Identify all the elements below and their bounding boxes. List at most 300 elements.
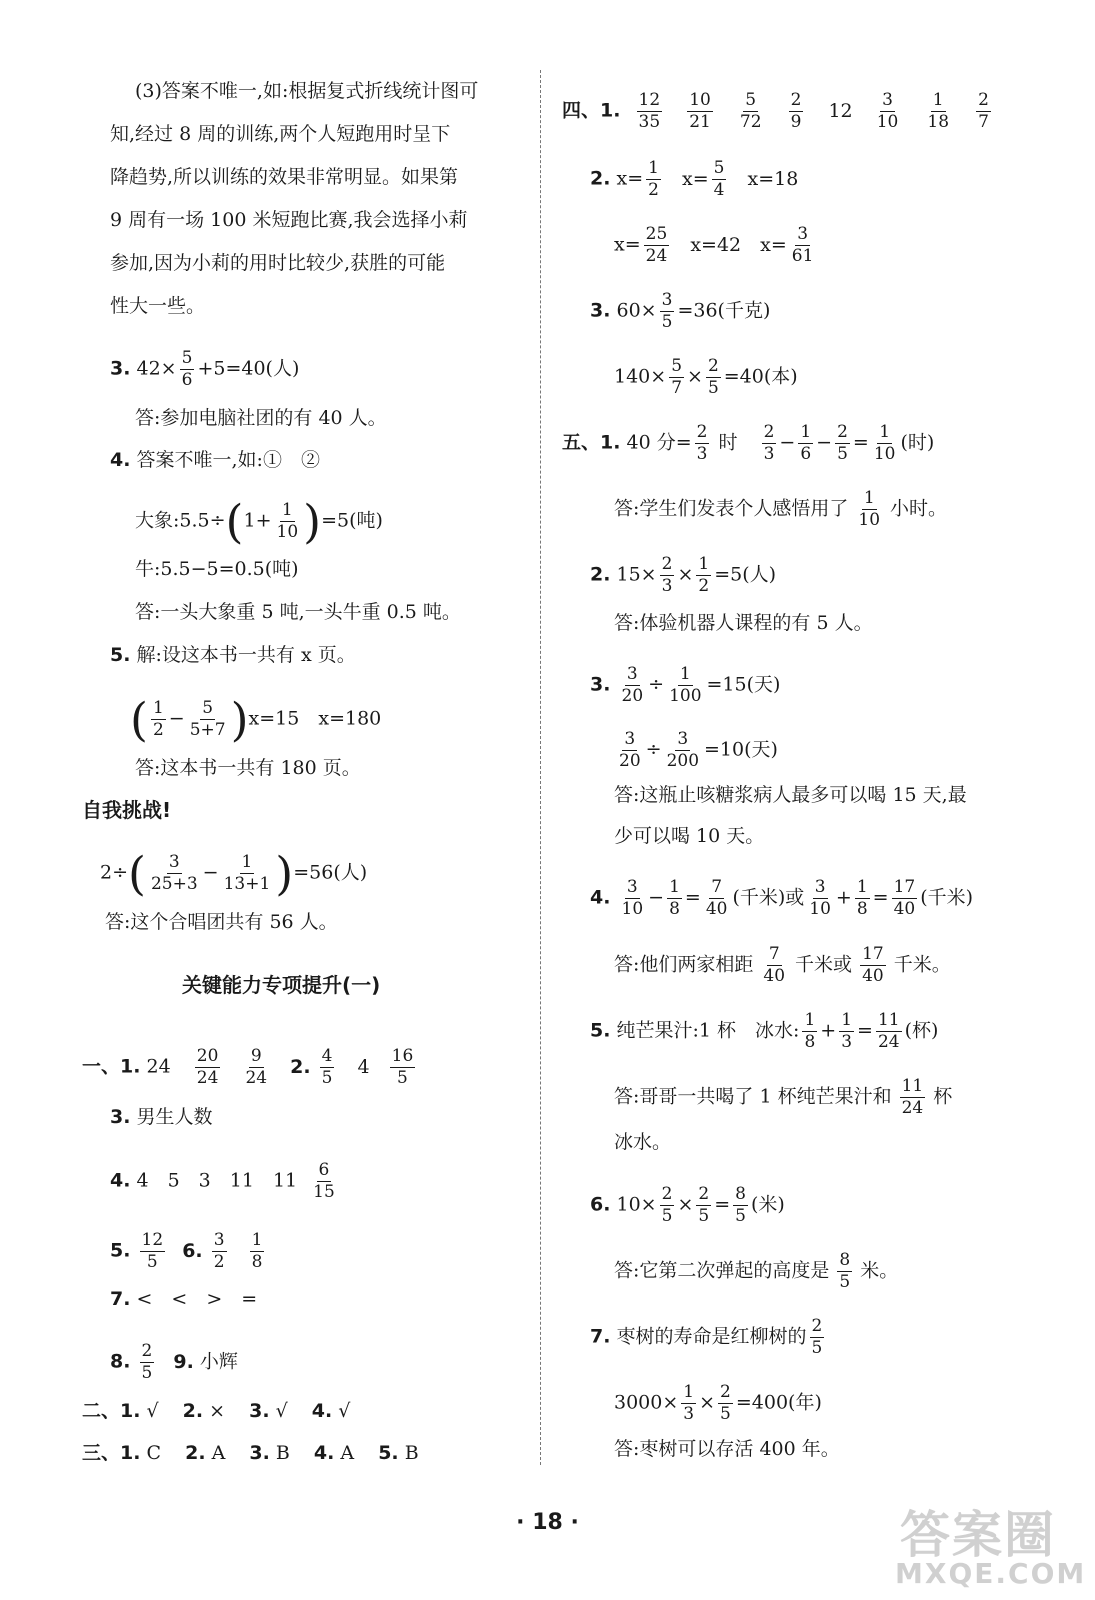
text: + <box>820 1019 837 1042</box>
item-number: 2. <box>182 1400 204 1422</box>
fraction <box>872 422 898 465</box>
text: =10(天) <box>704 738 778 761</box>
fraction <box>802 1010 817 1053</box>
fraction <box>222 852 273 895</box>
numerator: 2 <box>661 1184 673 1204</box>
fraction <box>667 664 703 707</box>
text: 12 <box>828 99 853 122</box>
text: 纯芒果汁:1 杯 冰水: <box>616 1019 800 1042</box>
fraction <box>660 1184 675 1227</box>
equation <box>590 664 780 707</box>
fraction <box>900 1076 926 1119</box>
numerator: 1 <box>856 877 868 897</box>
denominator: 10 <box>876 112 899 132</box>
fraction <box>637 90 663 133</box>
item-number: 6. <box>590 1193 611 1216</box>
text: 枣树的寿命是红柳树的 <box>616 1325 807 1348</box>
text: 米。 <box>860 1259 899 1282</box>
fraction <box>140 1230 166 1273</box>
fraction <box>837 1250 852 1293</box>
text: x= <box>682 167 709 190</box>
denominator: 9 <box>790 112 802 132</box>
numerator: 9 <box>250 1046 262 1066</box>
numerator: 12 <box>638 90 661 110</box>
numerator: 2 <box>837 422 848 442</box>
equation <box>614 1382 822 1425</box>
text: 男生人数 <box>136 1106 213 1128</box>
numerator: 3 <box>797 224 809 244</box>
numerator: 1 <box>932 90 944 110</box>
text: A <box>340 1442 355 1464</box>
numerator: 1 <box>863 488 875 508</box>
denominator: 5 <box>321 1068 333 1088</box>
denominator: 8 <box>804 1032 816 1052</box>
fraction <box>696 1184 711 1227</box>
answer-text: 答:这本书一共有 180 页。 <box>135 757 361 779</box>
denominator: 5 <box>397 1068 408 1088</box>
fraction <box>738 90 764 133</box>
answer-row <box>562 90 994 133</box>
numerator: 3 <box>661 290 673 310</box>
answer-row <box>110 1104 213 1130</box>
item-number: 6. <box>182 1239 203 1262</box>
fraction <box>617 729 643 772</box>
paren: ( <box>225 494 244 549</box>
denominator: 5 <box>698 1206 710 1226</box>
denominator: 6 <box>800 444 812 464</box>
section-label: 五、 <box>562 431 601 454</box>
equation <box>590 158 798 201</box>
fraction <box>275 500 301 543</box>
text: =36(千克) <box>677 299 771 322</box>
denominator: 24 <box>245 1068 268 1088</box>
denominator: 24 <box>877 1032 900 1052</box>
denominator: 2 <box>698 576 710 596</box>
numerator: 5 <box>202 698 214 718</box>
denominator: 21 <box>689 112 711 132</box>
text: A <box>211 1442 226 1464</box>
item-number: 3. <box>590 299 611 322</box>
denominator: 3 <box>696 444 708 464</box>
answer-text: 答:一头大象重 5 吨,一头牛重 0.5 吨。 <box>135 601 461 623</box>
denominator: 5 <box>839 1272 851 1292</box>
fraction <box>733 1184 748 1227</box>
numerator: 3 <box>882 90 893 110</box>
text: ÷ <box>645 738 662 761</box>
numerator: 4 <box>321 1046 333 1066</box>
answer-text <box>614 944 951 987</box>
text: − <box>202 861 219 884</box>
fraction <box>706 356 721 399</box>
answer-row <box>82 1398 350 1424</box>
denominator: 10 <box>621 899 644 919</box>
numerator: 2 <box>707 356 719 376</box>
text: (时) <box>900 431 935 454</box>
text: C <box>146 1442 162 1464</box>
text: 小时。 <box>890 497 948 520</box>
text: = <box>857 1019 873 1042</box>
numerator: 1 <box>683 1382 695 1402</box>
item-number: 8. <box>110 1350 131 1373</box>
denominator: 7 <box>671 378 683 398</box>
text: 4 <box>357 1055 370 1078</box>
item-number: 9. <box>173 1350 194 1373</box>
denominator: 24 <box>901 1098 924 1118</box>
text: (米) <box>750 1193 785 1216</box>
text-line: 参加,因为小莉的用时比较少,获胜的可能 <box>110 252 446 274</box>
item-number: 1. <box>120 1442 141 1464</box>
fraction <box>311 1160 337 1203</box>
answer-text: 冰水。 <box>614 1131 672 1153</box>
numerator: 2 <box>790 90 802 110</box>
numerator: 3 <box>626 877 638 897</box>
paren: ( <box>130 692 148 747</box>
numerator: 3 <box>626 664 638 684</box>
text: =5(人) <box>714 563 777 586</box>
text: 杯 <box>933 1085 953 1108</box>
denominator: 25+3 <box>150 874 198 894</box>
denominator: 72 <box>739 112 762 132</box>
text: =40(本) <box>723 365 798 388</box>
fraction <box>835 422 850 465</box>
item-number: 3. <box>590 673 611 696</box>
numerator: 5 <box>745 90 757 110</box>
denominator: 24 <box>645 246 668 266</box>
text: 解:设这本书一共有 x 页。 <box>136 644 356 666</box>
denominator: 100 <box>669 686 702 706</box>
denominator: 40 <box>763 966 786 986</box>
text: (杯) <box>904 1019 939 1042</box>
text: B <box>404 1442 419 1464</box>
numerator: 3 <box>624 729 636 749</box>
numerator: 5 <box>671 356 683 376</box>
fraction <box>687 90 713 133</box>
text: × <box>687 365 703 388</box>
numerator: 1 <box>698 554 710 574</box>
answer-text <box>614 1250 898 1293</box>
text: 42× <box>136 357 177 380</box>
equation <box>614 224 818 267</box>
answer-text: 答:这个合唱团共有 56 人。 <box>105 911 338 933</box>
watermark-logo <box>890 1495 1087 1590</box>
text: √ <box>275 1400 288 1422</box>
fraction <box>704 877 730 920</box>
text: 1+ <box>243 509 272 532</box>
answer-row <box>110 1286 257 1312</box>
answer-text: 答:体验机器人课程的有 5 人。 <box>614 612 873 634</box>
text: = <box>684 886 701 909</box>
answer-text: 答:这瓶止咳糖浆病人最多可以喝 15 天,最 <box>614 784 967 806</box>
text: 千米。 <box>893 953 951 976</box>
numerator: 25 <box>645 224 668 244</box>
text: 140× <box>614 365 667 388</box>
equation <box>100 846 368 901</box>
fraction <box>620 877 646 920</box>
text: + <box>835 886 852 909</box>
denominator: 10 <box>858 510 881 530</box>
fraction <box>665 729 701 772</box>
equation <box>590 290 770 333</box>
watermark-text: 答案圈 <box>900 1506 1056 1564</box>
equation <box>110 348 299 391</box>
text: (千米)或 <box>732 886 805 909</box>
fraction <box>892 877 918 920</box>
item-number: 1. <box>600 431 621 454</box>
denominator: 40 <box>862 966 884 986</box>
numerator: 1 <box>841 1010 853 1030</box>
denominator: 24 <box>196 1068 219 1088</box>
item-number: 3. <box>110 1106 131 1128</box>
answer-row <box>110 1341 238 1384</box>
denominator: 10 <box>809 899 831 919</box>
numerator: 7 <box>711 877 723 897</box>
item-number: 5. <box>110 1239 131 1262</box>
denominator: 7 <box>978 112 989 132</box>
numerator: 7 <box>768 944 780 964</box>
item-number: 7. <box>110 1288 131 1310</box>
text: 24 <box>146 1055 171 1078</box>
fraction <box>243 1046 269 1089</box>
denominator: 40 <box>893 899 916 919</box>
text: 15× <box>616 563 657 586</box>
fraction <box>681 1382 696 1425</box>
fraction <box>876 1010 902 1053</box>
section-label: 一、 <box>82 1055 121 1078</box>
numerator: 17 <box>893 877 916 897</box>
section-label: 三、 <box>82 1442 121 1464</box>
numerator: 2 <box>696 422 708 442</box>
equation <box>590 554 776 597</box>
equation <box>135 494 383 549</box>
section-title: 关键能力专项提升(一) <box>182 973 381 997</box>
text: 10× <box>616 1193 657 1216</box>
numerator: 16 <box>391 1046 414 1066</box>
text: x= <box>616 167 644 190</box>
numerator: 1 <box>152 698 164 718</box>
denominator: 4 <box>713 180 725 200</box>
numerator: 1 <box>241 852 253 872</box>
item-number: 4. <box>311 1400 333 1422</box>
denominator: 2 <box>648 180 659 200</box>
text: =56(人) <box>293 861 368 884</box>
denominator: 5 <box>661 312 673 332</box>
text: =5(吨) <box>321 509 383 532</box>
item-number: 5. <box>110 644 131 666</box>
text: 大象:5.5÷ <box>135 509 226 532</box>
section-label: 二、 <box>82 1400 121 1422</box>
item-number: 5. <box>590 1019 611 1042</box>
equation <box>590 1010 938 1053</box>
text: 时 <box>718 431 738 454</box>
fraction <box>180 348 195 391</box>
item-number: 4. <box>313 1442 335 1464</box>
equation <box>590 1184 785 1227</box>
fraction <box>860 944 886 987</box>
numerator: 8 <box>735 1184 746 1204</box>
fraction <box>195 1046 221 1089</box>
text: (千米) <box>920 886 974 909</box>
answer-text <box>614 488 947 531</box>
denominator: 18 <box>927 112 950 132</box>
paren: ( <box>128 846 146 901</box>
text: √ <box>338 1400 351 1422</box>
text-line: 性大一些。 <box>110 295 206 317</box>
item-number: 2. <box>290 1055 311 1078</box>
fraction <box>839 1010 854 1053</box>
denominator: 20 <box>621 686 644 706</box>
fraction <box>762 422 777 465</box>
text: − <box>648 886 665 909</box>
text: x=15 x=180 <box>248 707 382 730</box>
denominator: 2 <box>152 720 164 740</box>
denominator: 6 <box>181 370 193 390</box>
paren: ) <box>303 494 322 549</box>
denominator: 8 <box>669 899 680 919</box>
text: 小辉 <box>199 1350 238 1373</box>
fraction <box>660 290 675 333</box>
denominator: 5 <box>707 378 719 398</box>
text-line: 降趋势,所以训练的效果非常明显。如果第 <box>110 166 459 188</box>
denominator: 35 <box>638 112 661 132</box>
text: = <box>852 431 869 454</box>
item-number: 1. <box>600 99 621 122</box>
text-line: (3)答案不唯一,如:根据复式折线统计图可 <box>135 80 479 102</box>
text: × <box>677 1193 694 1216</box>
fraction <box>790 224 816 267</box>
numerator: 1 <box>679 664 691 684</box>
fraction <box>807 877 833 920</box>
text: 60× <box>616 299 657 322</box>
denominator: 10 <box>276 522 299 542</box>
fraction <box>669 356 684 399</box>
numerator: 2 <box>698 1184 710 1204</box>
fraction <box>188 698 228 741</box>
text: =400(年) <box>735 1391 822 1414</box>
text-line: 9 周有一场 100 米短跑比赛,我会选择小莉 <box>110 209 468 231</box>
answer-row <box>82 1046 418 1089</box>
numerator: 17 <box>862 944 884 964</box>
equation <box>614 356 798 399</box>
text-line: 牛:5.5−5=0.5(吨) <box>135 558 299 580</box>
text: − <box>816 431 833 454</box>
text: 答案不唯一,如:① ② <box>136 449 320 471</box>
denominator: 15 <box>313 1182 335 1202</box>
item-number: 2. <box>185 1442 206 1464</box>
fraction <box>856 488 882 531</box>
numerator: 2 <box>720 1382 731 1402</box>
text: ÷ <box>648 673 665 696</box>
fraction <box>660 554 675 597</box>
denominator: 3 <box>661 576 673 596</box>
fraction <box>695 422 710 465</box>
fraction <box>320 1046 335 1089</box>
text: 40 分= <box>626 431 692 454</box>
numerator: 1 <box>648 158 659 178</box>
item-number: 3. <box>110 357 131 380</box>
denominator: 5+7 <box>189 720 226 740</box>
numerator: 3 <box>814 877 826 897</box>
fraction <box>149 852 200 895</box>
item-number: 1. <box>120 1055 141 1078</box>
fraction <box>798 422 813 465</box>
section-label: 四、 <box>562 99 601 122</box>
numerator: 3 <box>677 729 689 749</box>
paren: ) <box>230 692 249 747</box>
equation <box>590 1316 827 1359</box>
denominator: 40 <box>705 899 728 919</box>
denominator: 5 <box>146 1252 158 1272</box>
text: 千米或 <box>795 953 853 976</box>
fraction <box>696 554 711 597</box>
text: 4 5 3 11 11 <box>136 1169 298 1192</box>
equation <box>590 877 973 920</box>
numerator: 1 <box>804 1010 816 1030</box>
text: x=42 x= <box>690 233 787 256</box>
text: x= <box>614 233 641 256</box>
watermark-url: MXQE.COM <box>895 1557 1087 1590</box>
numerator: 8 <box>839 1250 851 1270</box>
answer-text: 答:枣树可以存活 400 年。 <box>614 1438 840 1460</box>
paren: ) <box>275 846 294 901</box>
denominator: 5 <box>141 1363 153 1383</box>
text: − <box>168 707 185 730</box>
text: 答:学生们发表个人感悟用了 <box>614 497 849 520</box>
fraction <box>855 877 870 920</box>
numerator: 3 <box>213 1230 225 1250</box>
text-line: 知,经过 8 周的训练,两个人短跑用时呈下 <box>110 123 451 145</box>
column-divider <box>540 70 541 1465</box>
item-number: 3. <box>249 1442 270 1464</box>
numerator: 1 <box>251 1230 263 1250</box>
text: × <box>677 563 694 586</box>
numerator: 20 <box>196 1046 219 1066</box>
fraction <box>875 90 901 133</box>
fraction <box>712 158 727 201</box>
text: = <box>872 886 889 909</box>
numerator: 1 <box>281 500 293 520</box>
denominator: 3 <box>683 1404 695 1424</box>
numerator: 2 <box>763 422 775 442</box>
numerator: 11 <box>901 1076 924 1096</box>
answer-text: 答:参加电脑社团的有 40 人。 <box>135 407 387 429</box>
denominator: 61 <box>791 246 814 266</box>
fraction <box>925 90 951 133</box>
item-number: 1. <box>120 1400 141 1422</box>
numerator: 11 <box>877 1010 900 1030</box>
numerator: 2 <box>978 90 989 110</box>
denominator: 5 <box>811 1338 823 1358</box>
text-line <box>110 447 320 473</box>
denominator: 8 <box>856 899 868 919</box>
numerator: 5 <box>713 158 725 178</box>
fraction <box>810 1316 825 1359</box>
page-number: · 18 · <box>516 1510 579 1535</box>
item-number: 3. <box>249 1400 270 1422</box>
fraction <box>644 224 670 267</box>
numerator: 5 <box>181 348 193 368</box>
numerator: 10 <box>689 90 711 110</box>
text: = <box>714 1193 731 1216</box>
denominator: 3 <box>763 444 775 464</box>
numerator: 1 <box>669 877 680 897</box>
numerator: 6 <box>318 1160 330 1180</box>
equation <box>614 729 778 772</box>
fraction <box>212 1230 227 1273</box>
fraction <box>620 664 646 707</box>
text-line <box>110 642 356 668</box>
denominator: 5 <box>837 444 848 464</box>
fraction <box>250 1230 265 1273</box>
